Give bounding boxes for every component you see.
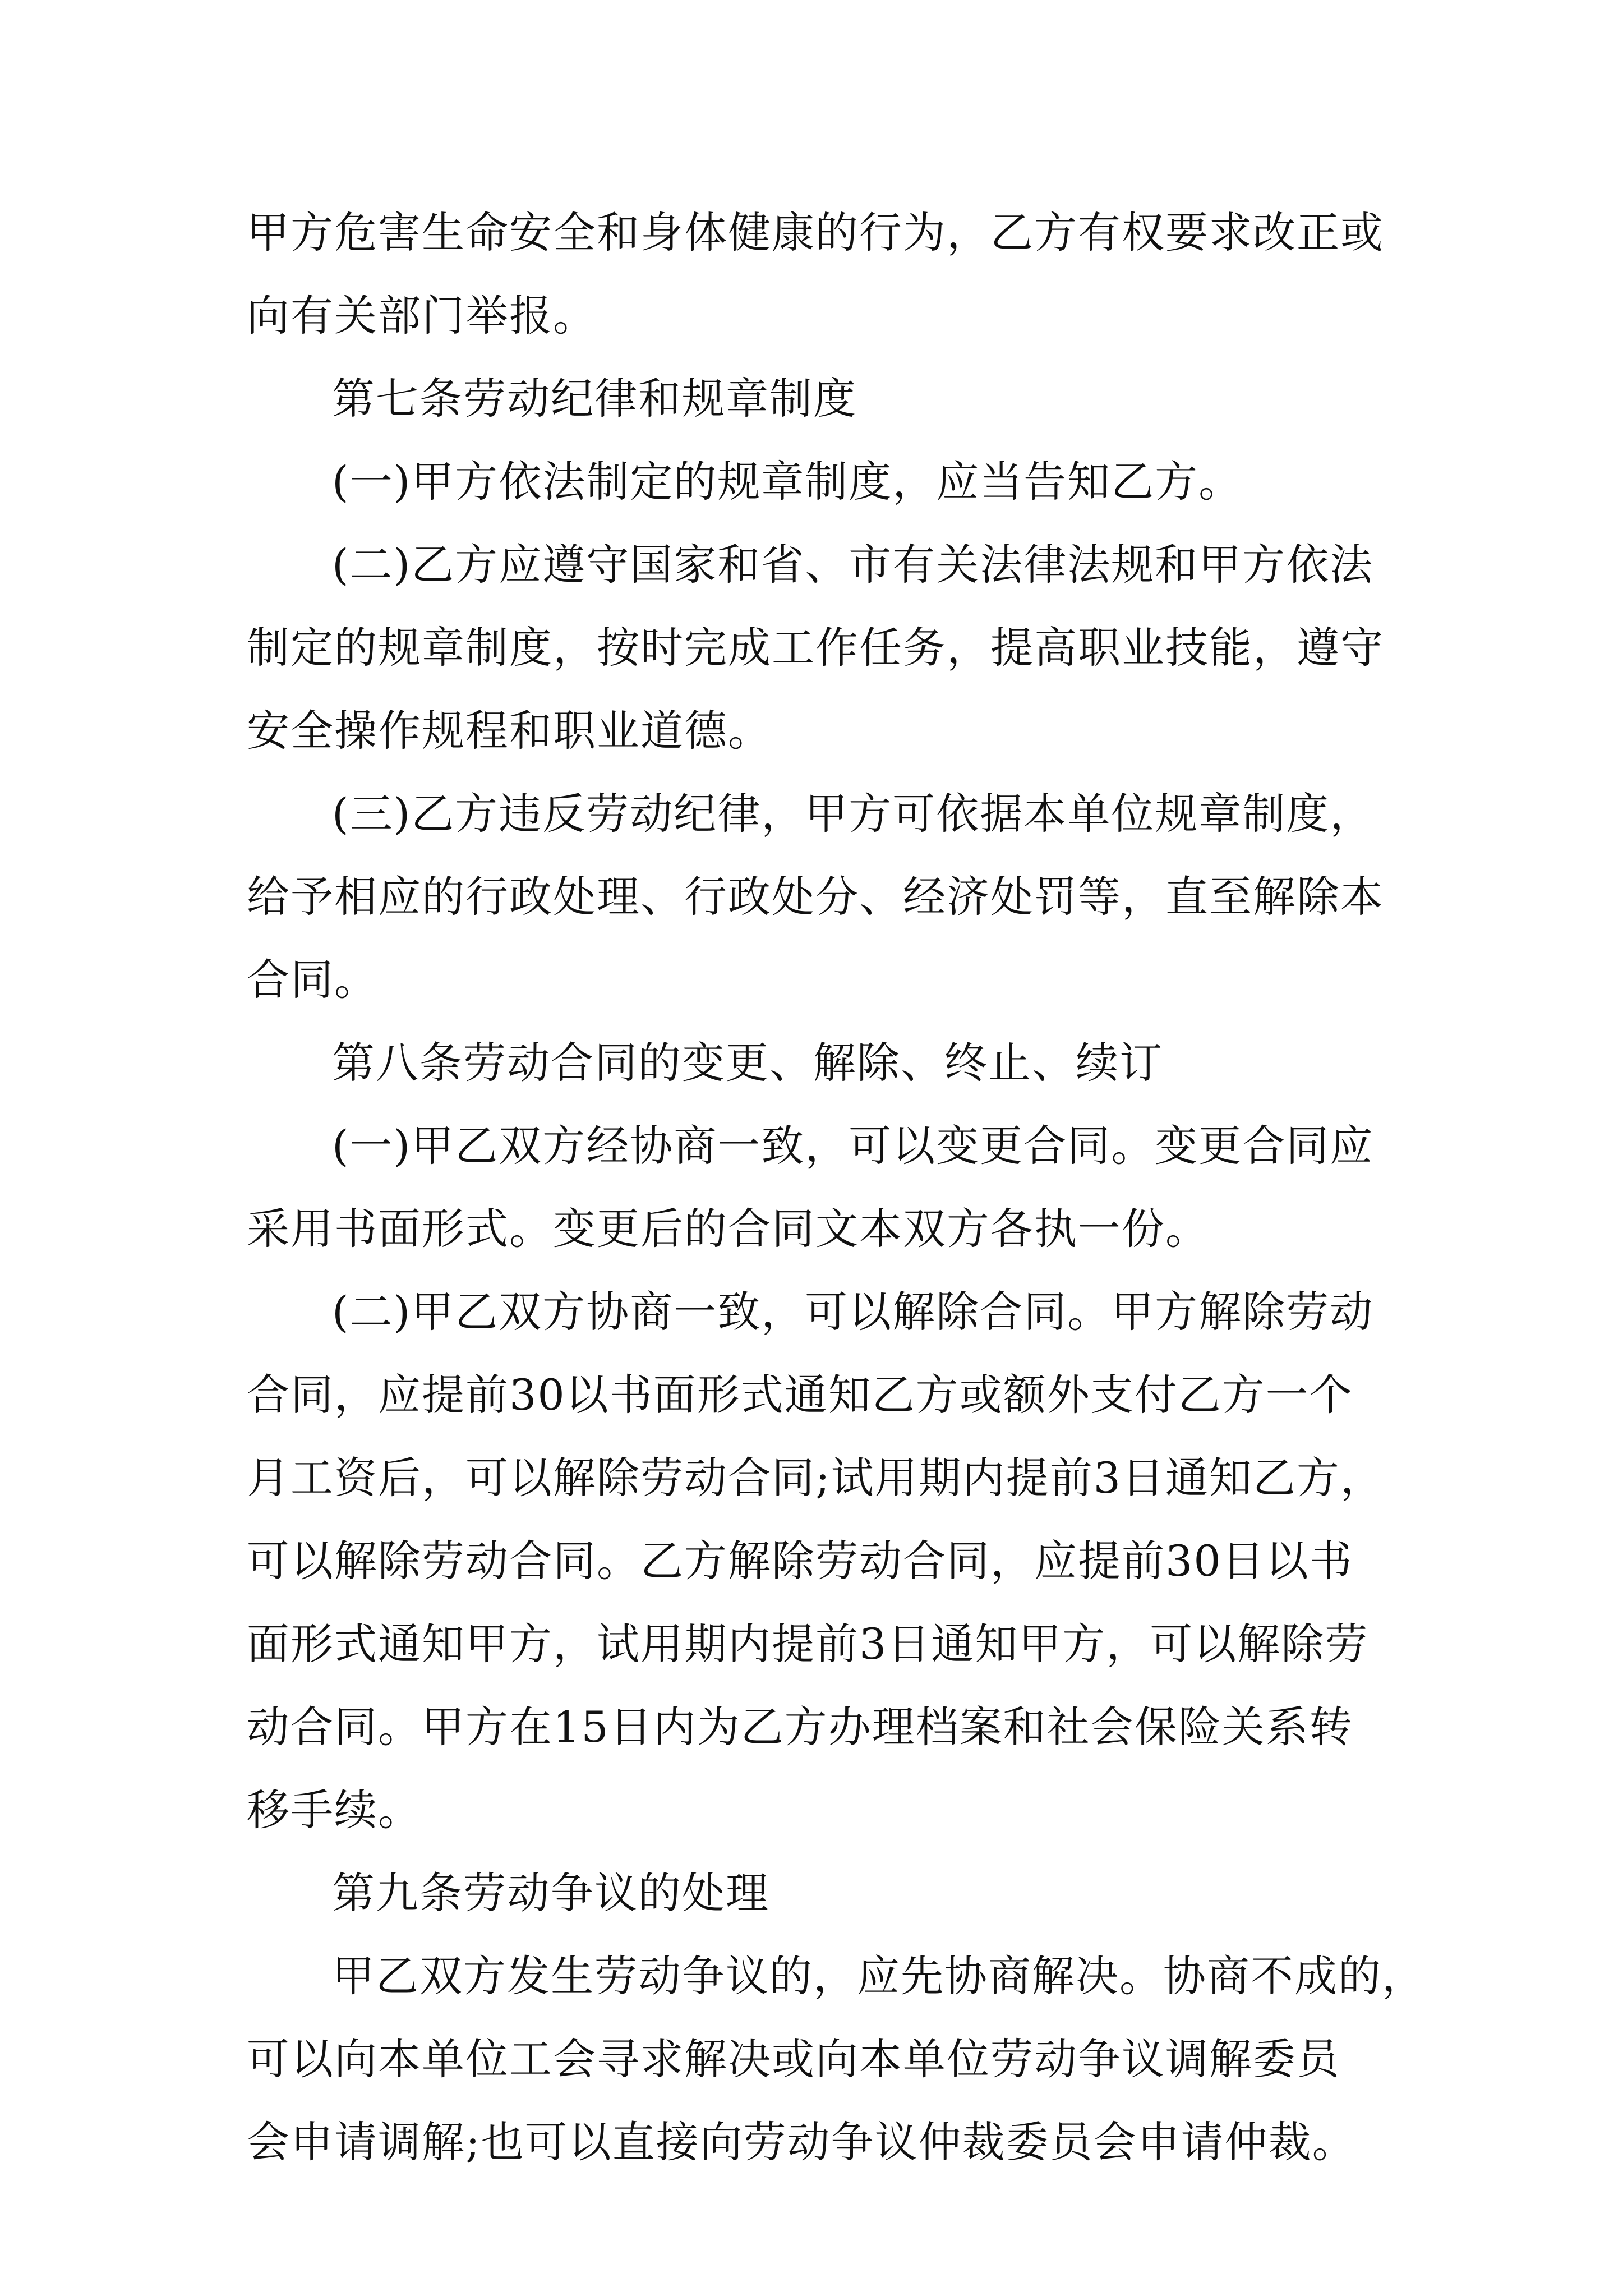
text-line: 甲乙双方发生劳动争议的，应先协商解决。协商不成的， [332, 1951, 1426, 2001]
text-line: 合同，应提前30以书面形式通知乙方或额外支付乙方一个 [247, 1370, 1353, 1420]
text-line: (一)甲乙双方经协商一致，可以变更合同。变更合同应 [332, 1121, 1374, 1171]
text-line: 移手续。 [247, 1785, 422, 1835]
section-heading: 第九条劳动争议的处理 [332, 1868, 769, 1918]
text-line: 给予相应的行政处理、行政处分、经济处罚等，直至解除本 [247, 872, 1384, 922]
text-line: (二)乙方应遵守国家和省、市有关法律法规和甲方依法 [332, 540, 1374, 590]
text-line: 合同。 [247, 955, 378, 1005]
text-line: 安全操作规程和职业道德。 [247, 706, 772, 756]
text-line: 月工资后，可以解除劳动合同;试用期内提前3日通知乙方， [247, 1453, 1384, 1503]
text-line: 面形式通知甲方，试用期内提前3日通知甲方，可以解除劳 [247, 1619, 1369, 1669]
text-line: 向有关部门举报。 [247, 291, 597, 341]
text-line: 可以向本单位工会寻求解决或向本单位劳动争议调解委员 [247, 2034, 1340, 2084]
text-line: 采用书面形式。变更后的合同文本双方各执一份。 [247, 1204, 1209, 1254]
section-heading: 第七条劳动纪律和规章制度 [332, 374, 857, 424]
text-line: (二)甲乙双方协商一致，可以解除合同。甲方解除劳动 [332, 1287, 1374, 1337]
section-heading: 第八条劳动合同的变更、解除、终止、续订 [332, 1038, 1163, 1088]
text-line: (一)甲方依法制定的规章制度，应当告知乙方。 [332, 457, 1243, 507]
text-line: 会申请调解;也可以直接向劳动争议仲裁委员会申请仲裁。 [247, 2117, 1356, 2167]
contract-text [247, 208, 1426, 2200]
text-line: 甲方危害生命安全和身体健康的行为，乙方有权要求改正或 [247, 208, 1384, 257]
text-line: (三)乙方违反劳动纪律，甲方可依据本单位规章制度， [332, 789, 1374, 839]
text-line: 动合同。甲方在15日内为乙方办理档案和社会保险关系转 [247, 1702, 1353, 1752]
text-line: 可以解除劳动合同。乙方解除劳动合同，应提前30日以书 [247, 1536, 1353, 1586]
text-line: 制定的规章制度，按时完成工作任务，提高职业技能，遵守 [247, 623, 1384, 673]
